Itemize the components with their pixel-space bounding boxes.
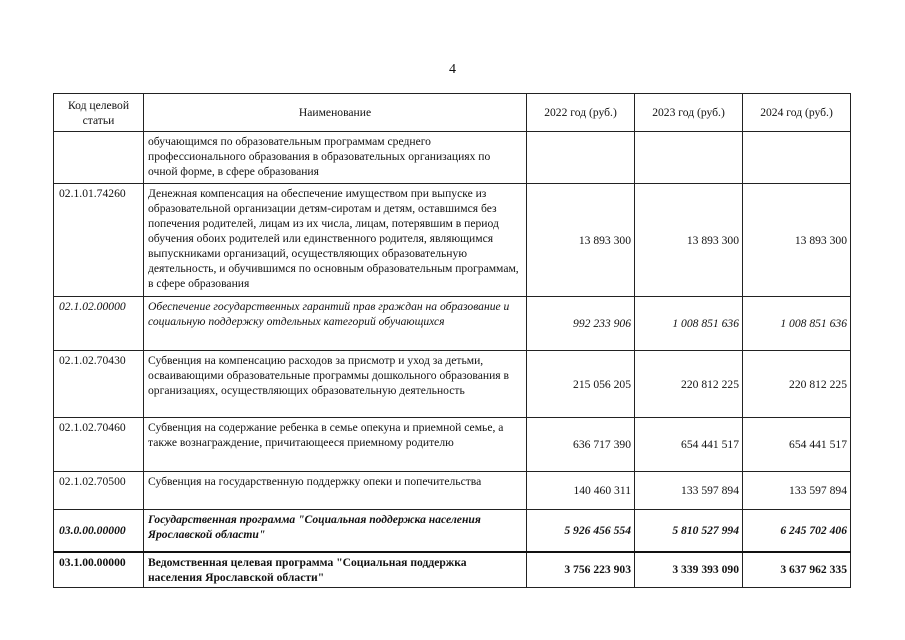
budget-table xyxy=(53,93,851,588)
row-2022: 140 460 311 xyxy=(527,472,635,510)
row-2024: 654 441 517 xyxy=(743,418,851,472)
row-name: обучающимся по образовательным программам среднего профессионального образования в образовательных организациях по очной форме, в сфере образования xyxy=(144,132,527,184)
row-2023: 13 893 300 xyxy=(635,184,743,297)
row-name: Государственная программа "Социальная поддержка населения Ярославской области" xyxy=(144,510,527,552)
row-name: Субвенция на компенсацию расходов за присмотр и уход за детьми, осваивающими образовательные программы дошкольного образования в организациях, осуществляющих образовательную деятельность xyxy=(144,351,527,418)
header-name: Наименование xyxy=(144,94,527,132)
row-2024: 1 008 851 636 xyxy=(743,297,851,351)
row-name: Ведомственная целевая программа "Социальная поддержка населения Ярославской области" xyxy=(144,552,527,588)
row-2023 xyxy=(635,132,743,184)
row-2023: 5 810 527 994 xyxy=(635,510,743,552)
row-2024: 220 812 225 xyxy=(743,351,851,418)
row-name: Субвенция на содержание ребенка в семье опекуна и приемной семье, а также вознаграждение, причитающееся приемному родителю xyxy=(144,418,527,472)
row-code: 02.1.02.70460 xyxy=(54,418,144,472)
row-2022: 13 893 300 xyxy=(527,184,635,297)
header-code: Код целевой статьи xyxy=(54,94,144,132)
row-name: Обеспечение государственных гарантий прав граждан на образование и социальную поддержку отдельных категорий обучающихся xyxy=(144,297,527,351)
table-row xyxy=(54,184,851,297)
table-row xyxy=(54,510,851,552)
row-2023: 1 008 851 636 xyxy=(635,297,743,351)
row-2024: 6 245 702 406 xyxy=(743,510,851,552)
row-2022 xyxy=(527,132,635,184)
table-row xyxy=(54,472,851,510)
row-2022: 992 233 906 xyxy=(527,297,635,351)
row-2024: 13 893 300 xyxy=(743,184,851,297)
row-2022: 215 056 205 xyxy=(527,351,635,418)
header-2023: 2023 год (руб.) xyxy=(635,94,743,132)
table-row xyxy=(54,418,851,472)
row-2022: 3 756 223 903 xyxy=(527,552,635,588)
row-code: 03.0.00.00000 xyxy=(54,510,144,552)
row-code: 02.1.02.70430 xyxy=(54,351,144,418)
table-row xyxy=(54,132,851,184)
row-name: Субвенция на государственную поддержку опеки и попечительства xyxy=(144,472,527,510)
row-code xyxy=(54,132,144,184)
row-2023: 220 812 225 xyxy=(635,351,743,418)
row-2023: 3 339 393 090 xyxy=(635,552,743,588)
row-2023: 133 597 894 xyxy=(635,472,743,510)
row-code: 02.1.02.70500 xyxy=(54,472,144,510)
table-header-row xyxy=(54,94,851,132)
row-2023: 654 441 517 xyxy=(635,418,743,472)
row-2024: 3 637 962 335 xyxy=(743,552,851,588)
page-number: 4 xyxy=(449,62,456,77)
row-code: 03.1.00.00000 xyxy=(54,552,144,588)
header-2022: 2022 год (руб.) xyxy=(527,94,635,132)
table-row xyxy=(54,351,851,418)
table-row xyxy=(54,297,851,351)
row-2022: 5 926 456 554 xyxy=(527,510,635,552)
row-2022: 636 717 390 xyxy=(527,418,635,472)
row-name: Денежная компенсация на обеспечение имуществом при выпуске из образовательной организации детям-сиротам и детям, оставшимся без попечения родителей, лицам из их числа, лицам, потерявшим в период обучения обоих родителей или единственного родителя, являющимся выпускниками организаций, осуществляющих образовательную деятельность, и обучившимся по основным образовательным программам, в сфере образования xyxy=(144,184,527,297)
header-2024: 2024 год (руб.) xyxy=(743,94,851,132)
table-row xyxy=(54,552,851,588)
row-2024 xyxy=(743,132,851,184)
row-code: 02.1.01.74260 xyxy=(54,184,144,297)
row-2024: 133 597 894 xyxy=(743,472,851,510)
row-code: 02.1.02.00000 xyxy=(54,297,144,351)
